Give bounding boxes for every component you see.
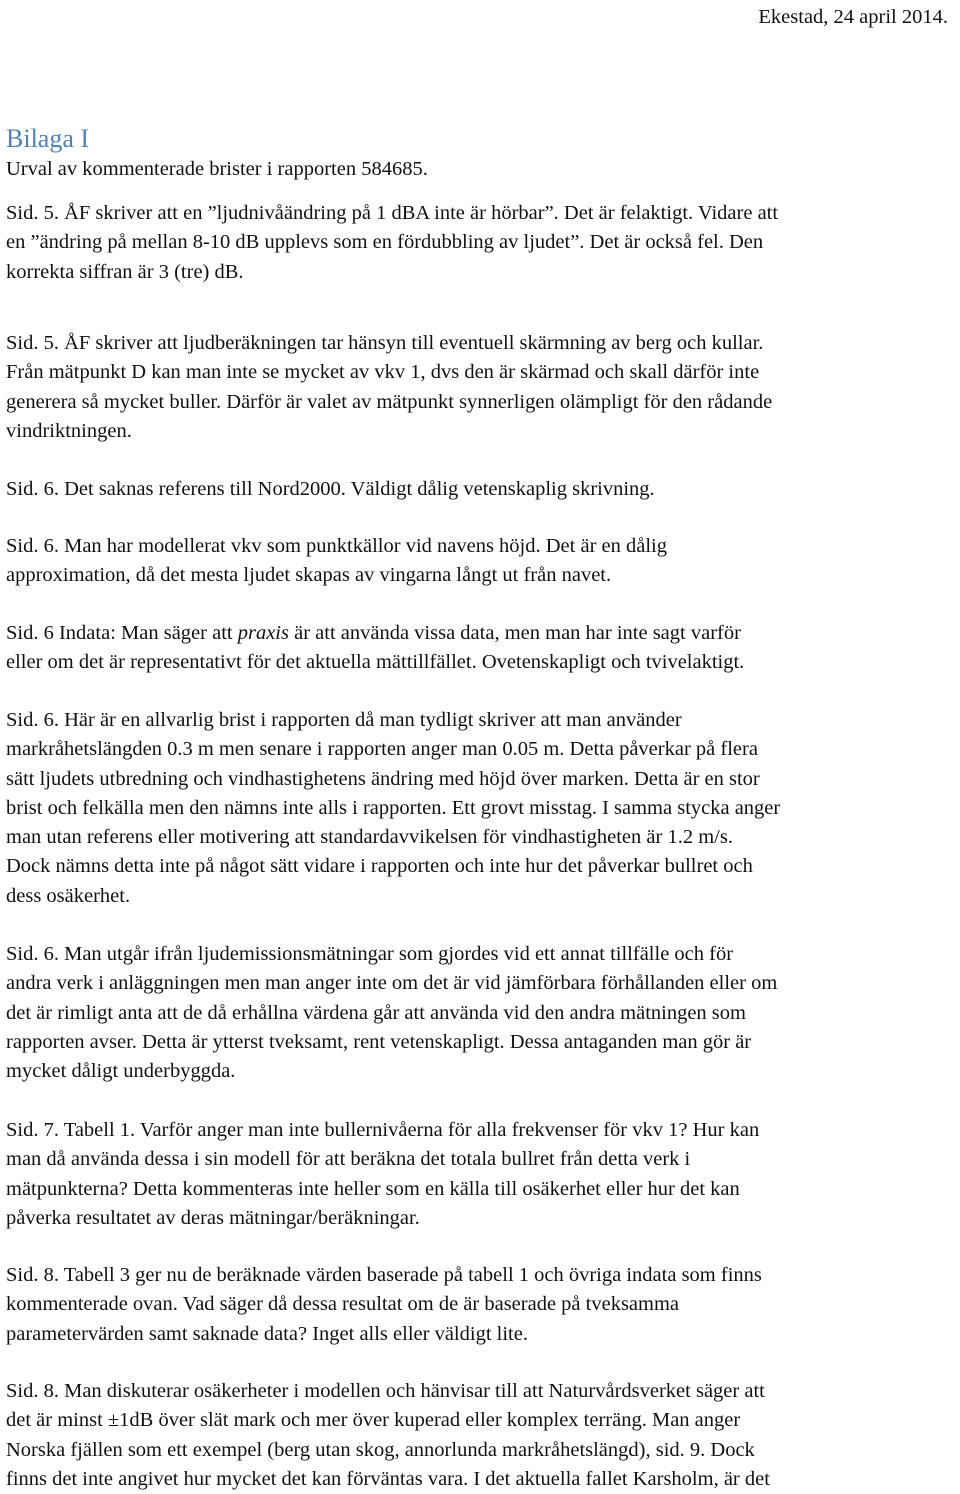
paragraph-line: kommenterade ovan. Vad säger då dessa resultat om de är baserade på tveksamma: [6, 1293, 680, 1316]
paragraph-line: Sid. 6. Det saknas referens till Nord2000. Väldigt dålig vetenskaplig skrivning.: [6, 478, 655, 500]
paragraph-line: [6, 619, 744, 648]
paragraph-line: det är rimligt anta att de då erhållna värdena går att använda vid den andra mätningen som: [6, 1001, 746, 1024]
paragraph-line: finns det inte angivet hur mycket det kan förväntas vara. I det aktuella fallet Karsholm, är det: [6, 1467, 770, 1490]
paragraph-sid6-indata: [6, 619, 744, 678]
appendix-subtitle: Urval av kommenterade brister i rapporten 584685.: [6, 158, 428, 180]
paragraph-sid6-ljudemission: [6, 940, 777, 1086]
paragraph-line: vindriktningen.: [6, 419, 132, 442]
appendix-heading: Bilaga I: [6, 124, 90, 153]
paragraph-line: Sid. 7. Tabell 1. Varför anger man inte bullernivåerna för alla frekvenser för vkv 1? Hur kan: [6, 1119, 760, 1141]
paragraph-line: Norska fjällen som ett exempel (berg utan skog, annorlunda markråhetslängd), sid. 9. Dock: [6, 1438, 755, 1461]
paragraph-sid5-dba: [6, 199, 778, 287]
paragraph-line: Sid. 6. Man utgår ifrån ljudemissionsmätningar som gjordes vid ett annat tillfälle och för: [6, 943, 734, 965]
paragraph-text: är att använda vissa data, men man har inte sagt varför: [288, 622, 741, 644]
paragraph-text: Sid. 6 Indata: Man säger att: [6, 622, 238, 644]
paragraph-line: eller om det är representativt för det aktuella mättillfället. Ovetenskapligt och tvivelaktigt.: [6, 651, 745, 674]
paragraph-line: Dock nämns detta inte på något sätt vidare i rapporten och inte hur det påverkar bullret och: [6, 855, 753, 878]
paragraph-sid6-punktkallor: [6, 532, 667, 591]
paragraph-sid8-osakerheter: [6, 1377, 770, 1494]
paragraph-line: Från mätpunkt D kan man inte se mycket av vkv 1, dvs den är skärmad och skall därför inte: [6, 361, 760, 384]
paragraph-line: en ”ändring på mellan 8-10 dB upplevs som en fördubbling av ljudet”. Det är också fel. Den: [6, 231, 764, 254]
paragraph-line: andra verk i anläggningen men man anger inte om det är vid jämförbara förhållanden eller om: [6, 972, 778, 995]
paragraph-line: markråhetslängden 0.3 m men senare i rapporten anger man 0.05 m. Detta påverkar på flera: [6, 738, 758, 761]
paragraph-line: Sid. 6. Här är en allvarlig brist i rapporten då man tydligt skriver att man använder: [6, 709, 682, 731]
paragraph-line: Sid. 5. ÅF skriver att en ”ljudnivåändring på 1 dBA inte är hörbar”. Det är felaktigt. Vidare att: [6, 202, 779, 224]
paragraph-line: approximation, då det mesta ljudet skapas av vingarna långt ut från navet.: [6, 564, 612, 587]
paragraph-line: man utan referens eller motivering att standardavvikelsen för vindhastigheten är 1.2 m/s.: [6, 826, 733, 849]
paragraph-sid5-skarmning: [6, 329, 772, 446]
paragraph-line: mätpunkterna? Detta kommenteras inte heller som en källa till osäkerhet eller hur det kan: [6, 1177, 740, 1200]
paragraph-line: sätt ljudets utbredning och vindhastighetens ändring med höjd över marken. Detta är en stor: [6, 767, 760, 790]
italic-term: praxis: [237, 622, 289, 644]
paragraph-line: påverka resultatet av deras mätningar/beräkningar.: [6, 1206, 420, 1229]
paragraph-sid6-nord2000: [6, 475, 655, 504]
paragraph-line: korrekta siffran är 3 (tre) dB.: [6, 260, 244, 283]
paragraph-line: brist och felkälla men den nämns inte alls i rapporten. Ett grovt misstag. I samma stycka anger: [6, 796, 781, 819]
paragraph-sid7-tabell1: [6, 1116, 759, 1233]
paragraph-sid6-markrahet: [6, 706, 780, 911]
paragraph-line: mycket dåligt underbyggda.: [6, 1060, 236, 1083]
paragraph-line: Sid. 5. ÅF skriver att ljudberäkningen tar hänsyn till eventuell skärmning av berg och kullar.: [6, 332, 764, 354]
paragraph-line: dess osäkerhet.: [6, 884, 131, 907]
paragraph-line: det är minst ±1dB över slät mark och mer över kuperad eller komplex terräng. Man anger: [6, 1409, 741, 1432]
paragraph-sid8-tabell3: [6, 1261, 762, 1349]
document-date: Ekestad, 24 april 2014.: [758, 6, 948, 28]
paragraph-line: man då använda dessa i sin modell för att beräkna det totala bullret från detta verk i: [6, 1148, 691, 1171]
paragraph-line: Sid. 8. Tabell 3 ger nu de beräknade värden baserade på tabell 1 och övriga indata som finns: [6, 1264, 762, 1286]
paragraph-line: generera så mycket buller. Därför är valet av mätpunkt synnerligen olämpligt för den rådande: [6, 390, 773, 413]
paragraph-line: rapporten avser. Detta är ytterst tveksamt, rent vetenskapligt. Dessa antaganden man gör är: [6, 1030, 752, 1053]
paragraph-line: Sid. 8. Man diskuterar osäkerheter i modellen och hänvisar till att Naturvårdsverket säger att: [6, 1380, 765, 1402]
paragraph-line: Sid. 6. Man har modellerat vkv som punktkällor vid navens höjd. Det är en dålig: [6, 535, 667, 557]
paragraph-line: parametervärden samt saknade data? Inget alls eller väldigt lite.: [6, 1322, 528, 1345]
